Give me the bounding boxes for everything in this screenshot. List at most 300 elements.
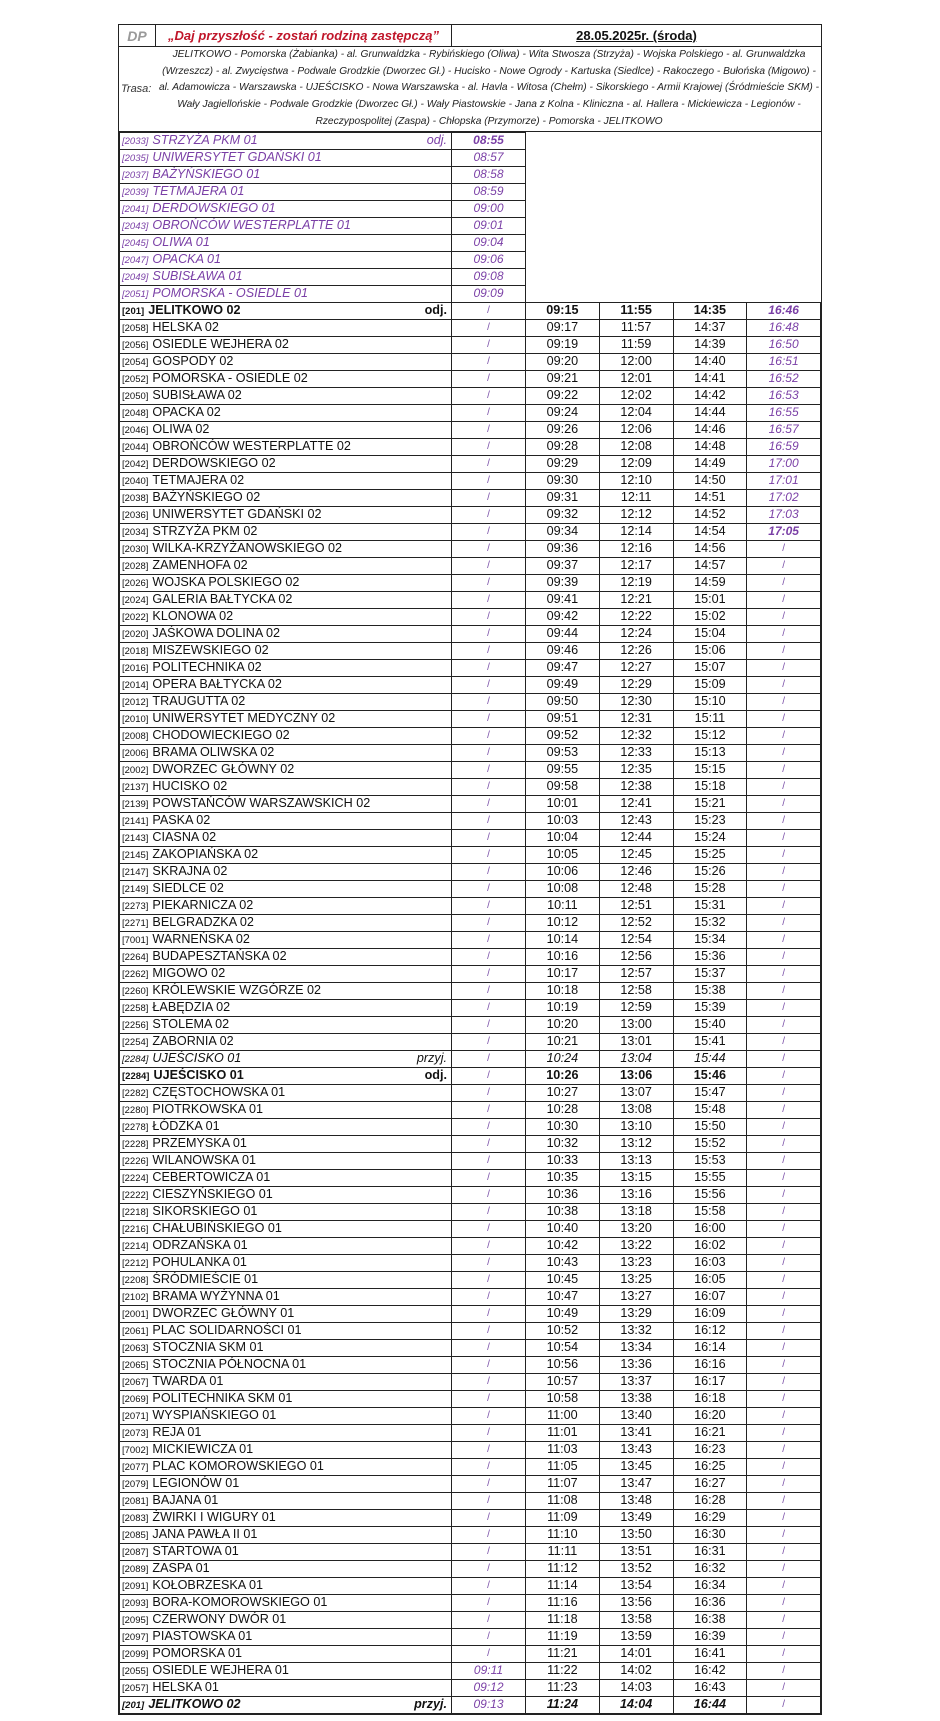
time-cell: 12:22 — [599, 608, 673, 625]
stop-cell — [120, 1220, 452, 1237]
stop-row — [120, 1543, 821, 1560]
time-cell: 14:57 — [673, 557, 747, 574]
time-cell: 13:22 — [599, 1237, 673, 1254]
stop-name: BAJANA 01 — [152, 1492, 219, 1507]
time-cell: 13:29 — [599, 1305, 673, 1322]
stop-cell — [120, 353, 452, 370]
time-cell: 10:32 — [526, 1135, 600, 1152]
time-cell: 11:11 — [526, 1543, 600, 1560]
time-cell: / — [452, 625, 526, 642]
time-cell: / — [452, 302, 526, 319]
time-cell: / — [452, 1611, 526, 1628]
time-cell: / — [747, 1101, 821, 1118]
stop-suffix: przyj. — [416, 1050, 447, 1065]
stop-id: [2056] — [122, 339, 149, 351]
time-cell: / — [452, 591, 526, 608]
stop-name: KRÓLEWSKIE WZGÓRZE 02 — [152, 982, 322, 997]
stop-cell — [120, 1560, 452, 1577]
pre-stop-row — [120, 166, 821, 183]
time-cell: 15:56 — [673, 1186, 747, 1203]
stop-cell — [120, 1118, 452, 1135]
stop-id: [2041] — [122, 203, 149, 215]
time-cell: / — [747, 1594, 821, 1611]
time-cell: / — [452, 1390, 526, 1407]
stop-id: [2079] — [122, 1478, 149, 1490]
time-cell: 09:53 — [526, 744, 600, 761]
stop-id: [2012] — [122, 696, 149, 708]
time-cell: 09:36 — [526, 540, 600, 557]
time-cell: 09:28 — [526, 438, 600, 455]
stop-name: UJEŚCISKO 01 — [153, 1067, 244, 1082]
stop-name: PIEKARNICZA 02 — [152, 897, 254, 912]
stop-cell — [120, 727, 452, 744]
stop-row — [120, 574, 821, 591]
time-cell: 14:01 — [599, 1645, 673, 1662]
stop-id: [2058] — [122, 322, 149, 334]
stop-name: BRAMA WYŻYNNA 01 — [152, 1288, 280, 1303]
time-cell: 13:52 — [599, 1560, 673, 1577]
time-cell: 10:43 — [526, 1254, 600, 1271]
time-cell: / — [452, 1645, 526, 1662]
time-cell: / — [747, 1509, 821, 1526]
stop-cell — [120, 1033, 452, 1050]
time-cell: 09:26 — [526, 421, 600, 438]
time-cell: / — [452, 1322, 526, 1339]
stop-name: STARTOWA 01 — [152, 1543, 239, 1558]
stop-name: JELITKOWO 02 — [148, 302, 241, 317]
time-cell: / — [452, 1339, 526, 1356]
time-cell: / — [452, 1492, 526, 1509]
stop-name: OBROŃCÓW WESTERPLATTE 02 — [152, 438, 351, 453]
stop-id: [2006] — [122, 747, 149, 759]
stop-row — [120, 404, 821, 421]
stop-cell — [120, 455, 452, 472]
stop-cell — [120, 1271, 452, 1288]
time-cell: / — [747, 1050, 821, 1067]
time-cell: / — [747, 625, 821, 642]
stop-id: [2071] — [122, 1410, 149, 1422]
stop-row — [120, 999, 821, 1016]
blank-cell — [526, 285, 821, 302]
stop-row — [120, 1407, 821, 1424]
stop-cell — [120, 948, 452, 965]
stop-name: TWARDA 01 — [152, 1373, 224, 1388]
time-cell: 09:09 — [452, 285, 526, 302]
time-cell: 16:27 — [673, 1475, 747, 1492]
time-cell: 14:50 — [673, 472, 747, 489]
stop-id: [2035] — [122, 152, 149, 164]
time-cell: 13:10 — [599, 1118, 673, 1135]
stop-name: POMORSKA - OSIEDLE 01 — [152, 285, 309, 300]
time-cell: 15:18 — [673, 778, 747, 795]
stop-id: [2095] — [122, 1614, 149, 1626]
stop-cell — [120, 285, 452, 302]
time-cell: / — [452, 336, 526, 353]
stop-cell — [120, 829, 452, 846]
time-cell: 09:58 — [526, 778, 600, 795]
stop-cell — [120, 574, 452, 591]
time-cell: 12:09 — [599, 455, 673, 472]
time-cell: 09:04 — [452, 234, 526, 251]
stop-name: KLONOWA 02 — [152, 608, 234, 623]
time-cell: / — [452, 914, 526, 931]
stop-id: [2273] — [122, 900, 149, 912]
stop-id: [2224] — [122, 1172, 149, 1184]
time-cell: / — [452, 540, 526, 557]
stop-id: [2226] — [122, 1155, 149, 1167]
stop-cell — [120, 166, 452, 183]
time-cell: 12:26 — [599, 642, 673, 659]
stop-cell — [120, 812, 452, 829]
pre-stop-row — [120, 132, 821, 149]
time-cell: 12:06 — [599, 421, 673, 438]
time-cell: / — [452, 557, 526, 574]
stop-name: OLIWA 02 — [152, 421, 210, 436]
stop-cell — [120, 1050, 452, 1067]
time-cell: 16:02 — [673, 1237, 747, 1254]
time-cell: / — [452, 1577, 526, 1594]
time-cell: / — [747, 1203, 821, 1220]
time-cell: 12:41 — [599, 795, 673, 812]
time-cell: 09:17 — [526, 319, 600, 336]
stop-row — [120, 319, 821, 336]
stop-row — [120, 455, 821, 472]
time-cell: / — [747, 1560, 821, 1577]
stop-name: BRAMA OLIWSKA 02 — [152, 744, 275, 759]
time-cell: 12:02 — [599, 387, 673, 404]
stop-name: SUBISŁAWA 02 — [152, 387, 242, 402]
stop-cell — [120, 1305, 452, 1322]
stop-name: STOCZNIA PÓŁNOCNA 01 — [152, 1356, 307, 1371]
stop-name: PLAC SOLIDARNOŚCI 01 — [152, 1322, 302, 1337]
time-cell: 10:35 — [526, 1169, 600, 1186]
stop-name: POHULANKA 01 — [152, 1254, 247, 1269]
time-cell: 09:30 — [526, 472, 600, 489]
time-cell: 11:59 — [599, 336, 673, 353]
time-cell: / — [747, 540, 821, 557]
stop-cell — [120, 931, 452, 948]
time-cell: 16:20 — [673, 1407, 747, 1424]
stop-row — [120, 812, 821, 829]
timetable-header — [119, 25, 821, 47]
stop-id: [2212] — [122, 1257, 149, 1269]
stop-row — [120, 1458, 821, 1475]
time-cell: 15:36 — [673, 948, 747, 965]
time-cell: / — [747, 676, 821, 693]
time-cell: / — [747, 1016, 821, 1033]
stop-id: [2050] — [122, 390, 149, 402]
stop-cell — [120, 421, 452, 438]
time-cell: 10:08 — [526, 880, 600, 897]
time-cell: 13:16 — [599, 1186, 673, 1203]
time-cell: 13:12 — [599, 1135, 673, 1152]
time-cell: / — [452, 1526, 526, 1543]
time-cell: / — [452, 829, 526, 846]
time-cell: / — [452, 1356, 526, 1373]
blank-cell — [526, 149, 821, 166]
time-cell: / — [452, 642, 526, 659]
stop-id: [2282] — [122, 1087, 149, 1099]
stop-row — [120, 1118, 821, 1135]
stop-cell — [120, 319, 452, 336]
time-cell: / — [452, 1628, 526, 1645]
stop-cell — [120, 149, 452, 166]
time-cell: 13:07 — [599, 1084, 673, 1101]
time-cell: 16:39 — [673, 1628, 747, 1645]
stop-id: [2256] — [122, 1019, 149, 1031]
time-cell: / — [747, 1577, 821, 1594]
stop-cell — [120, 642, 452, 659]
time-cell: 13:58 — [599, 1611, 673, 1628]
time-cell: 10:21 — [526, 1033, 600, 1050]
time-cell: 15:04 — [673, 625, 747, 642]
blank-cell — [526, 200, 821, 217]
time-cell: 13:23 — [599, 1254, 673, 1271]
stop-name: STRZYŻA PKM 01 — [152, 132, 258, 147]
stop-id: [2018] — [122, 645, 149, 657]
time-cell: 15:25 — [673, 846, 747, 863]
stop-cell — [120, 1577, 452, 1594]
time-cell: / — [452, 982, 526, 999]
stop-id: [2037] — [122, 169, 149, 181]
time-cell: 12:52 — [599, 914, 673, 931]
stop-name: PIOTRKOWSKA 01 — [152, 1101, 263, 1116]
stop-cell — [120, 438, 452, 455]
stop-id: [2045] — [122, 237, 149, 249]
time-cell: / — [747, 1492, 821, 1509]
stop-id: [2052] — [122, 373, 149, 385]
time-cell: 10:47 — [526, 1288, 600, 1305]
time-cell: 10:56 — [526, 1356, 600, 1373]
stop-id: [2091] — [122, 1580, 149, 1592]
time-cell: 10:45 — [526, 1271, 600, 1288]
stop-row — [120, 846, 821, 863]
stop-row — [120, 302, 821, 319]
stop-name: SKRAJNA 02 — [152, 863, 228, 878]
stop-name: TRAUGUTTA 02 — [152, 693, 246, 708]
time-cell: 09:11 — [452, 1662, 526, 1679]
time-cell: / — [452, 1118, 526, 1135]
time-cell: 16:25 — [673, 1458, 747, 1475]
time-cell: 10:19 — [526, 999, 600, 1016]
stop-cell — [120, 1543, 452, 1560]
time-cell: / — [747, 1390, 821, 1407]
stop-name: BORA-KOMOROWSKIEGO 01 — [152, 1594, 328, 1609]
stop-cell — [120, 710, 452, 727]
stop-suffix: przyj. — [414, 1696, 447, 1711]
time-cell: / — [452, 1288, 526, 1305]
time-cell: 08:59 — [452, 183, 526, 200]
time-cell: 13:43 — [599, 1441, 673, 1458]
stop-cell — [120, 1152, 452, 1169]
stop-id: [2065] — [122, 1359, 149, 1371]
stop-cell — [120, 489, 452, 506]
time-cell: 15:09 — [673, 676, 747, 693]
stop-row — [120, 1305, 821, 1322]
time-cell: 10:12 — [526, 914, 600, 931]
time-cell: 11:55 — [599, 302, 673, 319]
time-cell: 09:37 — [526, 557, 600, 574]
stop-id: [7002] — [122, 1444, 149, 1456]
time-cell: 09:41 — [526, 591, 600, 608]
timetable — [119, 132, 821, 1714]
time-cell: / — [747, 1152, 821, 1169]
stop-cell — [120, 1356, 452, 1373]
time-cell: / — [452, 846, 526, 863]
stop-cell — [120, 1390, 452, 1407]
blank-cell — [526, 132, 821, 149]
time-cell: 15:40 — [673, 1016, 747, 1033]
stop-id: [2208] — [122, 1274, 149, 1286]
stop-id: [2014] — [122, 679, 149, 691]
time-cell: 13:34 — [599, 1339, 673, 1356]
stop-id: [2024] — [122, 594, 149, 606]
time-cell: / — [747, 608, 821, 625]
stop-name: POMORSKA - OSIEDLE 02 — [152, 370, 308, 385]
stop-cell — [120, 1237, 452, 1254]
time-cell: 13:00 — [599, 1016, 673, 1033]
time-cell: 11:57 — [599, 319, 673, 336]
time-cell: / — [747, 1696, 821, 1713]
stop-row — [120, 1628, 821, 1645]
time-cell: 16:30 — [673, 1526, 747, 1543]
stop-id: [2102] — [122, 1291, 149, 1303]
stop-cell — [120, 268, 452, 285]
time-cell: 15:48 — [673, 1101, 747, 1118]
time-cell: 17:01 — [747, 472, 821, 489]
stop-row — [120, 608, 821, 625]
stop-row — [120, 421, 821, 438]
time-cell: 15:44 — [673, 1050, 747, 1067]
time-cell: 14:59 — [673, 574, 747, 591]
route-text: JELITKOWO - Pomorska (Żabianka) - al. Grunwaldzka - Rybińskiego (Oliwa) - Wita Stwosza (Strzyża) - Wojska Polskiego - al. Grunwaldzka (Wrzeszcz) - al. Zwycięstwa - Podwale Grodzkie (Dworzec Gł.) - Hucisko - Nowe Ogrody - Kartuska (Siedlce) - Rakoczego - Bułońska (Migowo) - al. Adamowicza - Warszawska - UJEŚCISKO - Nowa Warszawska - al. Havla - Witosa (Chełm) - Sikorskiego - Armii Krajowej (Śródmieście SKM) - Wały Jagiellońskie - Podwale Grodzkie (Dworzec Gł.) - Wały Piastowskie - Jana z Kolna - Kliniczna - al. Hallera - Mickiewicza - Legionów - Rzeczypospolitej (Zaspa) - Chłopska (Przymorze) - Pomorska - JELITKOWO — [159, 49, 819, 127]
stop-cell — [120, 1696, 452, 1713]
time-cell: 16:18 — [673, 1390, 747, 1407]
stop-row — [120, 965, 821, 982]
time-cell: / — [747, 1407, 821, 1424]
time-cell: 13:47 — [599, 1475, 673, 1492]
time-cell: 12:16 — [599, 540, 673, 557]
stop-row — [120, 591, 821, 608]
time-cell: / — [452, 1509, 526, 1526]
stop-id: [2030] — [122, 543, 149, 555]
stop-name: GALERIA BAŁTYCKA 02 — [152, 591, 293, 606]
time-cell: / — [747, 948, 821, 965]
stop-id: [2137] — [122, 781, 149, 793]
stop-row — [120, 1288, 821, 1305]
time-cell: 16:36 — [673, 1594, 747, 1611]
time-cell: 12:24 — [599, 625, 673, 642]
stop-id: [2081] — [122, 1495, 149, 1507]
time-cell: 14:46 — [673, 421, 747, 438]
time-cell: / — [452, 659, 526, 676]
stop-name: DERDOWSKIEGO 02 — [152, 455, 276, 470]
time-cell: 14:42 — [673, 387, 747, 404]
stop-row — [120, 1441, 821, 1458]
time-cell: 10:26 — [526, 1067, 600, 1084]
time-cell: 16:07 — [673, 1288, 747, 1305]
time-cell: / — [747, 1135, 821, 1152]
stop-row — [120, 1560, 821, 1577]
blank-cell — [526, 251, 821, 268]
time-cell: 11:03 — [526, 1441, 600, 1458]
time-cell: 10:54 — [526, 1339, 600, 1356]
stop-name: ZASPA 01 — [152, 1560, 210, 1575]
stop-row — [120, 914, 821, 931]
time-cell: 11:00 — [526, 1407, 600, 1424]
time-cell: / — [452, 897, 526, 914]
time-cell: / — [452, 1543, 526, 1560]
time-cell: / — [747, 812, 821, 829]
stop-id: [2089] — [122, 1563, 149, 1575]
stop-name: OSIEDLE WEJHERA 02 — [152, 336, 289, 351]
time-cell: / — [452, 489, 526, 506]
time-cell: / — [452, 778, 526, 795]
time-cell: 17:03 — [747, 506, 821, 523]
time-cell: 09:50 — [526, 693, 600, 710]
stop-row — [120, 982, 821, 999]
stop-id: [2280] — [122, 1104, 149, 1116]
time-cell: 11:24 — [526, 1696, 600, 1713]
stop-id: [2147] — [122, 866, 149, 878]
time-cell: 09:01 — [452, 217, 526, 234]
time-cell: 13:56 — [599, 1594, 673, 1611]
time-cell: 09:47 — [526, 659, 600, 676]
time-cell: 13:36 — [599, 1356, 673, 1373]
stop-cell — [120, 387, 452, 404]
time-cell: 15:39 — [673, 999, 747, 1016]
stop-id: [2038] — [122, 492, 149, 504]
stop-name: OLIWA 01 — [152, 234, 210, 249]
time-cell: / — [452, 795, 526, 812]
stop-row — [120, 523, 821, 540]
time-cell: 10:49 — [526, 1305, 600, 1322]
stop-cell — [120, 863, 452, 880]
time-cell: 15:06 — [673, 642, 747, 659]
stop-id: [2002] — [122, 764, 149, 776]
stop-cell — [120, 1407, 452, 1424]
stop-row — [120, 1662, 821, 1679]
pre-stop-row — [120, 268, 821, 285]
stop-row — [120, 1220, 821, 1237]
stop-row — [120, 1186, 821, 1203]
time-cell: 10:18 — [526, 982, 600, 999]
time-cell: 15:46 — [673, 1067, 747, 1084]
stop-row — [120, 948, 821, 965]
stop-id: [2216] — [122, 1223, 149, 1235]
time-cell: / — [747, 1611, 821, 1628]
time-cell: / — [452, 676, 526, 693]
time-cell: 11:19 — [526, 1628, 600, 1645]
stop-row — [120, 557, 821, 574]
time-cell: 15:32 — [673, 914, 747, 931]
stop-suffix: odj. — [426, 132, 447, 147]
time-cell: 11:14 — [526, 1577, 600, 1594]
stop-row — [120, 897, 821, 914]
stop-cell — [120, 1322, 452, 1339]
slogan: „Daj przyszłość - zostań rodziną zastępczą” — [156, 25, 452, 46]
stop-row — [120, 1271, 821, 1288]
time-cell: / — [452, 404, 526, 421]
time-cell: / — [747, 778, 821, 795]
stop-name: CIASNA 02 — [152, 829, 217, 844]
stop-name: CZERWONY DWÓR 01 — [152, 1611, 287, 1626]
time-cell: 10:33 — [526, 1152, 600, 1169]
stop-cell — [120, 523, 452, 540]
blank-cell — [526, 234, 821, 251]
stop-cell — [120, 1628, 452, 1645]
time-cell: / — [452, 931, 526, 948]
